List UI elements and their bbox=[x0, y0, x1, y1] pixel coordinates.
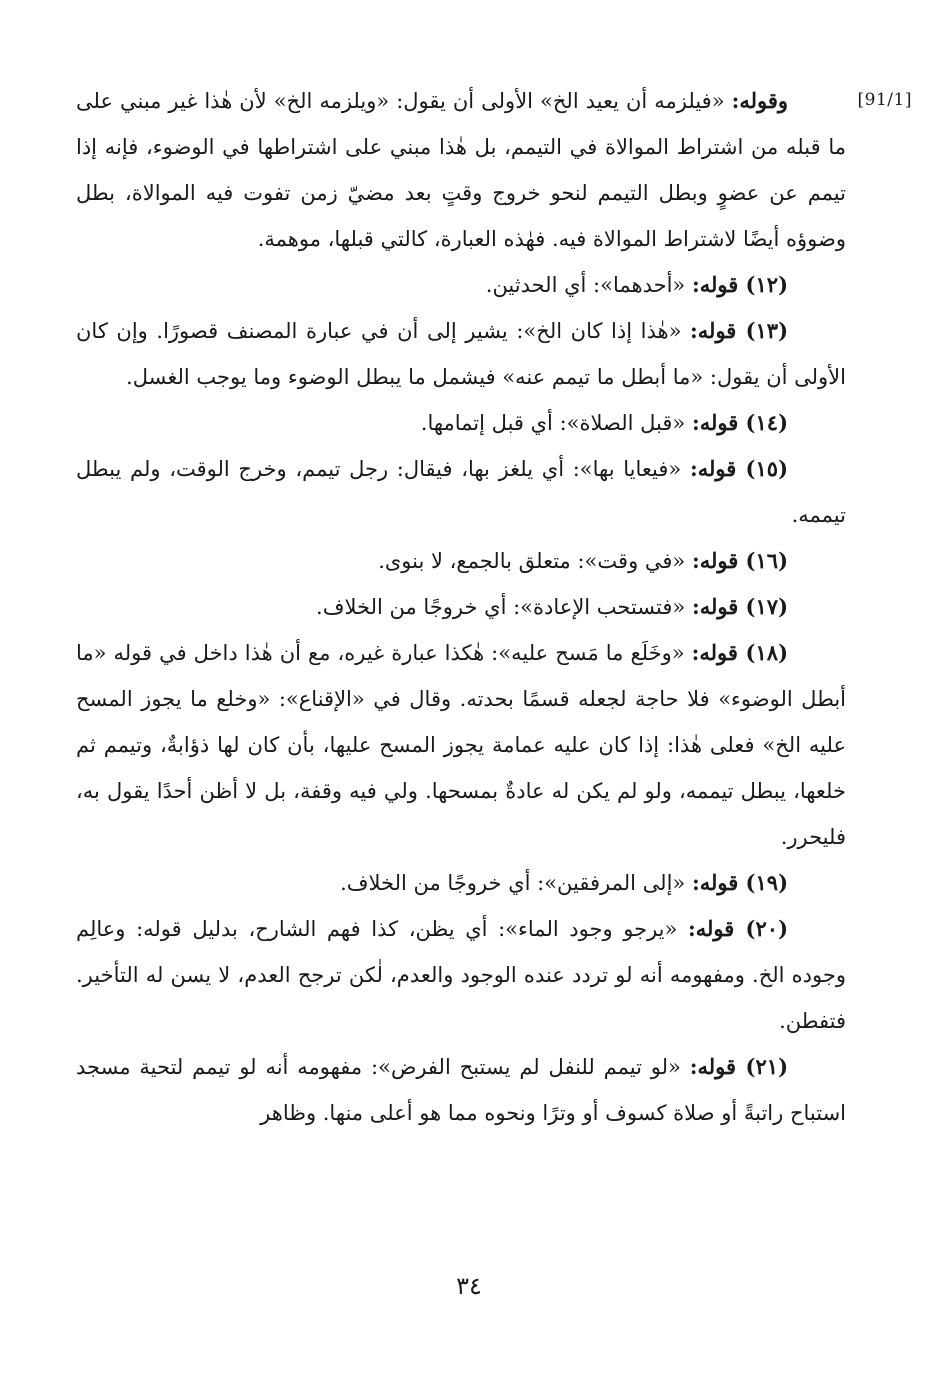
paragraph-note-17 bbox=[76, 584, 846, 630]
note-text: «إلى المرفقين»: أي خروجًا من الخلاف. bbox=[340, 871, 692, 895]
note-text: «في وقت»: متعلق بالجمع، لا بنوى. bbox=[378, 549, 692, 573]
paragraph-note-16 bbox=[76, 538, 846, 584]
note-heading: (١٧) قوله: bbox=[691, 594, 788, 619]
note-heading: (١٦) قوله: bbox=[691, 548, 788, 573]
note-heading: (٢٠) قوله: bbox=[688, 916, 788, 941]
paragraph-note-14 bbox=[76, 400, 846, 446]
note-text: «لو تيمم للنفل لم يستبح الفرض»: مفهومه أنه لو تيمم لتحية مسجد استباح راتبةً أو صلاة كسوف أو وترًا ونحوه مما هو أعلى منها. وظاهر bbox=[76, 1055, 846, 1125]
paragraph-intro bbox=[76, 78, 846, 262]
page-number: ٣٤ bbox=[456, 1272, 482, 1300]
note-text: «قبل الصلاة»: أي قبل إتمامها. bbox=[420, 411, 692, 435]
note-text: «يرجو وجود الماء»: أي يظن، كذا فهم الشارح، بدليل قوله: وعالِم وجوده الخ. ومفهومه أنه لو تردد عنده الوجود والعدم، لٰكن ترجح العدم، لا يسن له التأخير. فتفطن. bbox=[76, 917, 846, 1033]
note-heading: (١٨) قوله: bbox=[691, 640, 788, 665]
paragraph-note-12 bbox=[76, 262, 846, 308]
margin-reference: [91/1] bbox=[857, 90, 912, 110]
note-text: «وخَلَع ما مَسح عليه»: هٰكذا عبارة غيره، مع أن هٰذا داخل في قوله «ما أبطل الوضوء» فلا حاجة لجعله قسمًا بحدته. وقال في «الإقناع»: «وخلع ما يجوز المسح عليه الخ» فعلى هٰذا: إذا كان عليه عمامة يجوز المسح عليها، بأن كان لها ذؤابةٌ، وتيمم ثم خلعها، يبطل تيممه، ولو لم يكن له عادةٌ بمسحها. ولي فيه وقفة، بل لا أظن أحدًا يقول به، فليحرر. bbox=[76, 641, 846, 849]
note-text: «فتستحب الإعادة»: أي خروجًا من الخلاف. bbox=[316, 595, 692, 619]
note-text: «فيعايا بها»: أي يلغز بها، فيقال: رجل تيمم، وخرج الوقت، ولم يبطل تيممه. bbox=[76, 457, 846, 527]
note-heading: (١٣) قوله: bbox=[690, 318, 789, 343]
note-text: «هٰذا إذا كان الخ»: يشير إلى أن في عبارة المصنف قصورًا. وإن كان الأولى أن يقول: «ما أبطل ما تيمم عنه» فيشمل ما يبطل الوضوء وما يوجب الغسل. bbox=[76, 319, 846, 389]
note-heading: (١٢) قوله: bbox=[691, 272, 788, 297]
paragraph-note-21 bbox=[76, 1044, 846, 1136]
note-heading: (١٩) قوله: bbox=[691, 870, 788, 895]
note-heading: (١٤) قوله: bbox=[691, 410, 788, 435]
paragraph-note-13 bbox=[76, 308, 846, 400]
note-heading: (٢١) قوله: bbox=[689, 1054, 788, 1079]
note-heading: (١٥) قوله: bbox=[689, 456, 788, 481]
note-text: «فيلزمه أن يعيد الخ» الأولى أن يقول: «ويلزمه الخ» لأن هٰذا غير مبني على ما قبله من اشتراط الموالاة في التيمم، بل هٰذا مبني على اشتراطها في الوضوء، فإنه إذا تيمم عن عضوٍ وبطل التيمم لنحو خروج وقتٍ بعد مضيّ زمن تفوت فيه الموالاة، بطل وضوؤه أيضًا لاشتراط الموالاة فيه. فهٰذه العبارة، كالتي قبلها، موهمة. bbox=[76, 89, 846, 251]
note-text: «أحدهما»: أي الحدثين. bbox=[485, 273, 692, 297]
paragraph-note-19 bbox=[76, 860, 846, 906]
paragraph-note-15 bbox=[76, 446, 846, 538]
paragraph-note-20 bbox=[76, 906, 846, 1044]
main-text bbox=[76, 78, 846, 1136]
paragraph-note-18 bbox=[76, 630, 846, 860]
note-heading: وقوله: bbox=[731, 88, 788, 113]
